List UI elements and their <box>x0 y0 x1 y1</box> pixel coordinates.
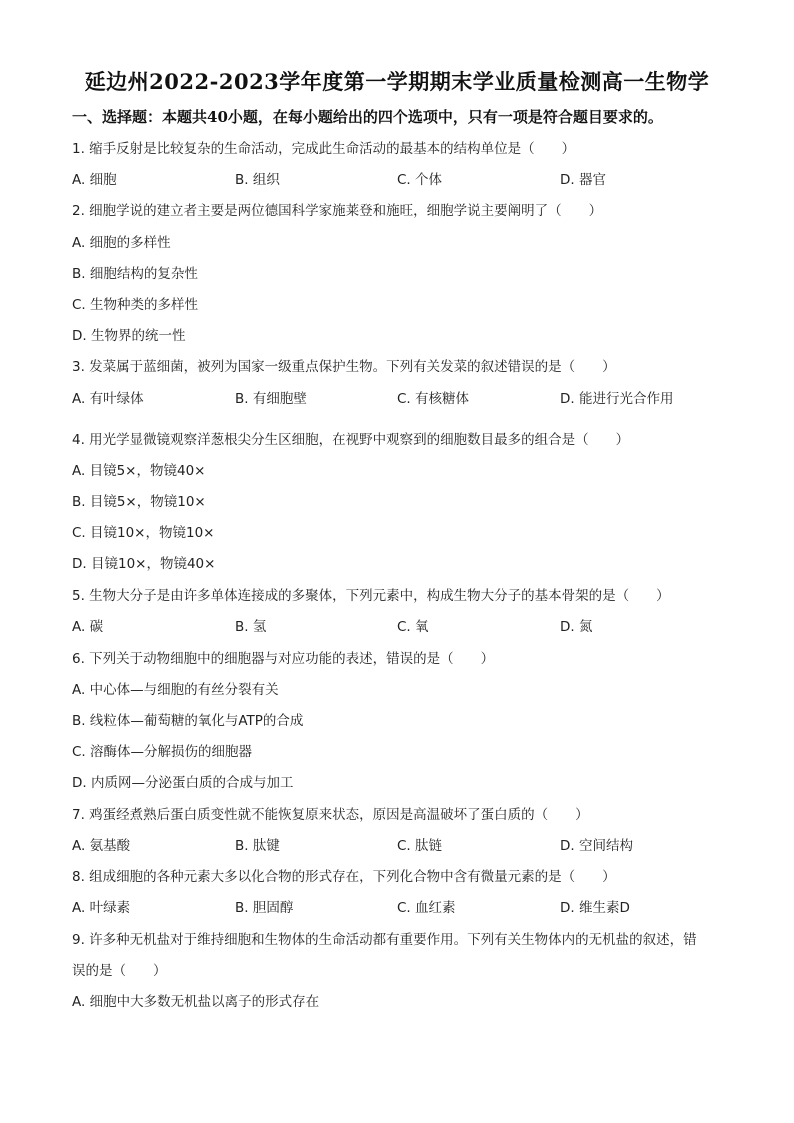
q7-option-c: C. 肽链 <box>397 838 443 854</box>
q1-option-c: C. 个体 <box>397 172 443 188</box>
q5-option-d: D. 氮 <box>560 619 593 635</box>
q2-option-a: A. 细胞的多样性 <box>72 235 171 251</box>
q8-option-b: B. 胆固醇 <box>235 900 294 916</box>
q2-option-b: B. 细胞结构的复杂性 <box>72 266 198 282</box>
question-stem-2: 2. 细胞学说的建立者主要是两位德国科学家施莱登和施旺，细胞学说主要阐明了（ ） <box>72 203 603 219</box>
q8-option-c: C. 血红素 <box>397 900 456 916</box>
question-stem-4: 4. 用光学显微镜观察洋葱根尖分生区细胞，在视野中观察到的细胞数目最多的组合是（ ） <box>72 432 630 448</box>
q4-option-d: D. 目镜10×，物镜40× <box>72 556 216 572</box>
question-stem-6: 6. 下列关于动物细胞中的细胞器与对应功能的表述，错误的是（ ） <box>72 651 495 667</box>
q3-option-a: A. 有叶绿体 <box>72 391 144 407</box>
q7-option-b: B. 肽键 <box>235 838 280 854</box>
q2-option-d: D. 生物界的统一性 <box>72 328 186 344</box>
q1-option-b: B. 组织 <box>235 172 280 188</box>
q4-option-a: A. 目镜5×，物镜40× <box>72 463 206 479</box>
q9-option-a: A. 细胞中大多数无机盐以离子的形式存在 <box>72 994 320 1010</box>
q7-option-d: D. 空间结构 <box>560 838 633 854</box>
q1-option-a: A. 细胞 <box>72 172 117 188</box>
q5-option-c: C. 氧 <box>397 619 429 635</box>
question-stem-7: 7. 鸡蛋经煮熟后蛋白质变性就不能恢复原来状态，原因是高温破坏了蛋白质的（ ） <box>72 807 589 823</box>
question-stem-1: 1. 缩手反射是比较复杂的生命活动，完成此生命活动的最基本的结构单位是（ ） <box>72 141 576 157</box>
page-title: 延边州2022-2023学年度第一学期期末学业质量检测高一生物学 <box>84 69 710 94</box>
q8-option-a: A. 叶绿素 <box>72 900 131 916</box>
q4-option-c: C. 目镜10×，物镜10× <box>72 525 215 541</box>
q6-option-c: C. 溶酶体—分解损伤的细胞器 <box>72 744 253 760</box>
q3-option-b: B. 有细胞壁 <box>235 391 307 407</box>
q7-option-a: A. 氨基酸 <box>72 838 131 854</box>
question-stem-3: 3. 发菜属于蓝细菌，被列为国家一级重点保护生物。下列有关发菜的叙述错误的是（ ） <box>72 359 616 375</box>
q8-option-d: D. 维生素D <box>560 900 630 916</box>
q6-option-d: D. 内质网—分泌蛋白质的合成与加工 <box>72 775 294 791</box>
question-stem-5: 5. 生物大分子是由许多单体连接成的多聚体，下列元素中，构成生物大分子的基本骨架的是（ ） <box>72 588 670 604</box>
q6-option-a: A. 中心体—与细胞的有丝分裂有关 <box>72 682 279 698</box>
q5-option-b: B. 氢 <box>235 619 267 635</box>
q6-option-b: B. 线粒体—葡萄糖的氧化与ATP的合成 <box>72 713 304 729</box>
q3-option-c: C. 有核糖体 <box>397 391 470 407</box>
q2-option-c: C. 生物种类的多样性 <box>72 297 199 313</box>
question-stem-9: 9. 许多种无机盐对于维持细胞和生物体的生命活动都有重要作用。下列有关生物体内的无机盐的叙述，错 <box>72 932 697 948</box>
q4-option-b: B. 目镜5×，物镜10× <box>72 494 206 510</box>
question-stem-9-continued: 误的是（ ） <box>72 963 167 979</box>
section-heading: 一、选择题：本题共40小题，在每小题给出的四个选项中，只有一项是符合题目要求的。 <box>72 108 663 126</box>
q3-option-d: D. 能进行光合作用 <box>560 391 674 407</box>
q1-option-d: D. 器官 <box>560 172 606 188</box>
question-stem-8: 8. 组成细胞的各种元素大多以化合物的形式存在，下列化合物中含有微量元素的是（ ） <box>72 869 616 885</box>
q5-option-a: A. 碳 <box>72 619 104 635</box>
